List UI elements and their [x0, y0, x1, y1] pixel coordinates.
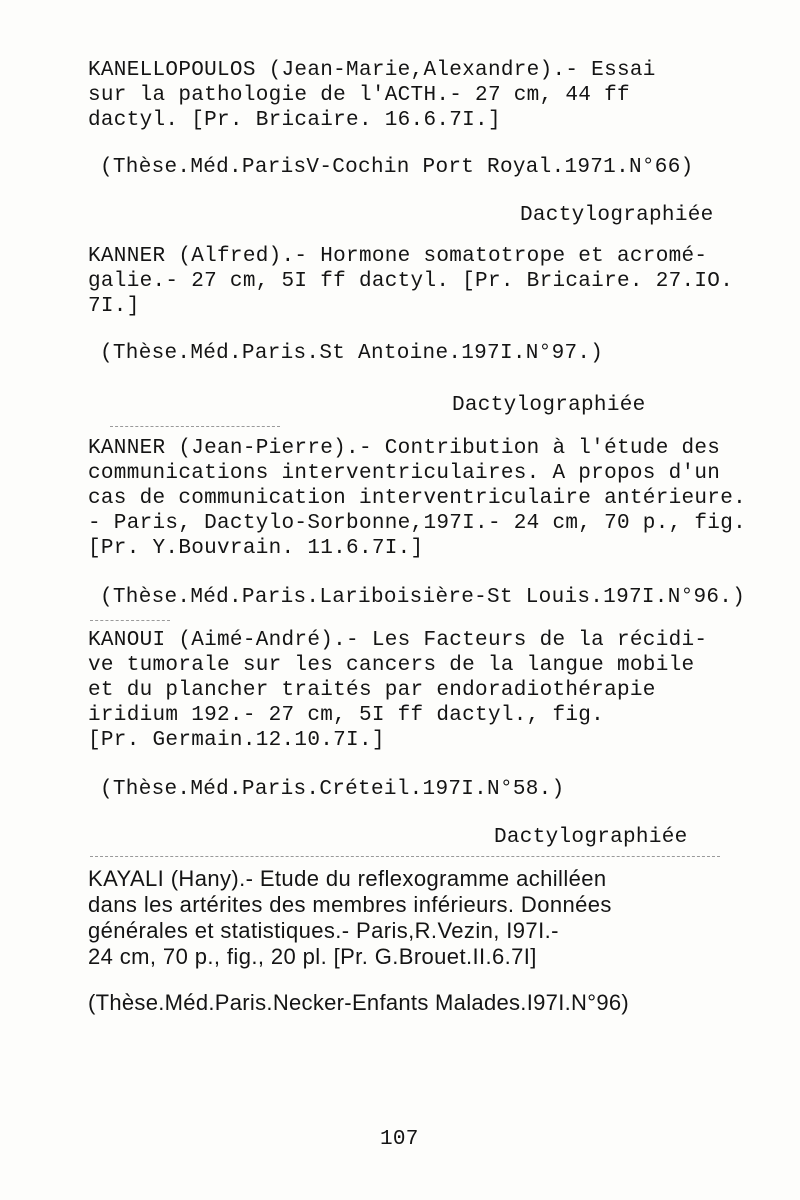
thesis-reference: (Thèse.Méd.Paris.Necker-Enfants Malades.I97I.N°96)	[88, 990, 630, 1015]
entry-line: [Pr. Germain.12.10.7I.]	[88, 729, 385, 752]
entry-line: - Paris, Dactylo-Sorbonne,197I.- 24 cm, 70 p., fig.	[88, 512, 747, 535]
entry-line: communications interventriculaires. A propos d'un	[88, 462, 721, 485]
catalogue-entry-kayali	[88, 866, 728, 970]
entry-line: KAYALI (Hany).- Etude du reflexogramme achilléen	[88, 866, 607, 891]
page-number: 107	[380, 1128, 419, 1151]
entry-line: et du plancher traités par endoradiothérapie	[88, 679, 656, 702]
entry-line: iridium 192.- 27 cm, 5I ff dactyl., fig.	[88, 704, 605, 727]
entry-line: 7I.]	[88, 295, 140, 318]
show-through-text	[110, 950, 710, 1100]
entry-line: dactyl. [Pr. Bricaire. 16.6.7I.]	[88, 109, 501, 132]
thesis-reference: (Thèse.Méd.ParisV-Cochin Port Royal.1971.N°66)	[100, 156, 694, 179]
thesis-reference: (Thèse.Méd.Paris.Lariboisière-St Louis.197I.N°96.)	[100, 586, 746, 609]
entry-line: [Pr. Y.Bouvrain. 11.6.7I.]	[88, 537, 424, 560]
dactylographie-note: Dactylographiée	[520, 204, 714, 227]
entry-line: sur la pathologie de l'ACTH.- 27 cm, 44 ff	[88, 84, 630, 107]
catalogue-entry-kanner-alfred	[88, 244, 734, 319]
entry-line: KANNER (Alfred).- Hormone somatotrope et acromé-	[88, 245, 708, 268]
entry-line: KANNER (Jean-Pierre).- Contribution à l'étude des	[88, 437, 721, 460]
entry-line: galie.- 27 cm, 5I ff dactyl. [Pr. Bricaire. 27.IO.	[88, 270, 734, 293]
entry-line: générales et statistiques.- Paris,R.Vezin, I97I.-	[88, 918, 559, 943]
entry-line: ve tumorale sur les cancers de la langue mobile	[88, 654, 695, 677]
separator-rule	[90, 620, 170, 621]
dactylographie-note: Dactylographiée	[494, 826, 688, 849]
thesis-reference: (Thèse.Méd.Paris.St Antoine.197I.N°97.)	[100, 342, 604, 365]
entry-line: dans les artérites des membres inférieurs. Données	[88, 892, 612, 917]
entry-line: KANELLOPOULOS (Jean-Marie,Alexandre).- Essai	[88, 59, 656, 82]
catalogue-entry-kanner-jean-pierre	[88, 436, 747, 561]
entry-line: 24 cm, 70 p., fig., 20 pl. [Pr. G.Brouet.II.6.7I]	[88, 944, 537, 969]
entry-line: cas de communication interventriculaire antérieure.	[88, 487, 747, 510]
entry-line: KANOUI (Aimé-André).- Les Facteurs de la récidi-	[88, 629, 708, 652]
dactylographie-note: Dactylographiée	[452, 394, 646, 417]
separator-rule	[90, 856, 720, 857]
catalogue-entry-kanoui	[88, 628, 728, 753]
thesis-reference: (Thèse.Méd.Paris.Créteil.197I.N°58.)	[100, 778, 565, 801]
separator-rule	[110, 426, 280, 427]
catalogue-entry-kanellopoulos	[88, 58, 728, 133]
